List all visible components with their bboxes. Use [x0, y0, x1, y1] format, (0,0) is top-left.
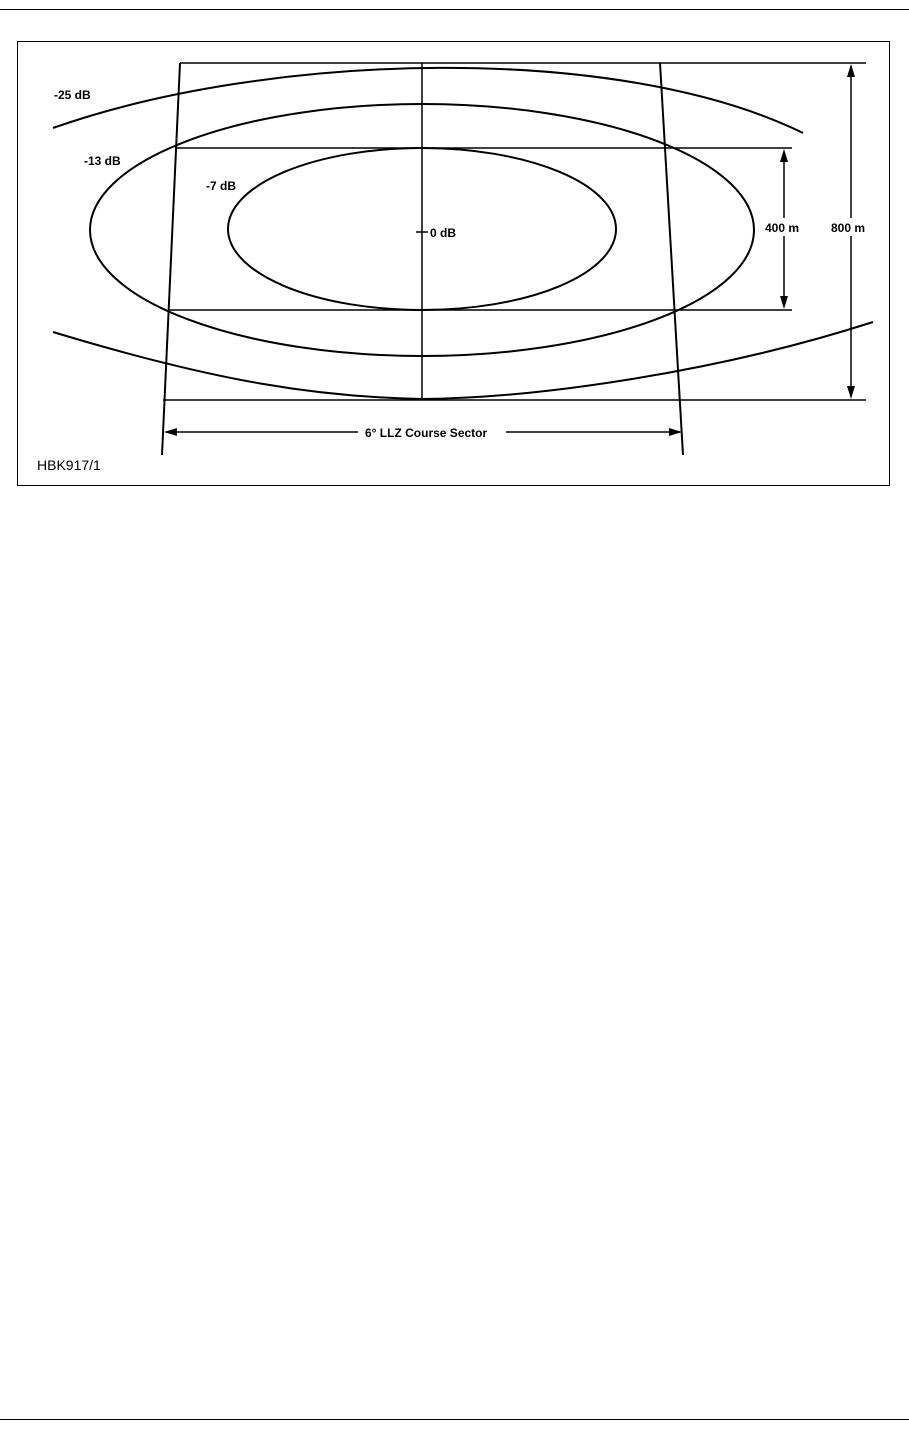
page-footer-rule [0, 1419, 909, 1420]
sector-right-boundary [660, 63, 683, 455]
label-800m: 800 m [831, 221, 866, 235]
label-minus-25db: -25 dB [54, 88, 91, 102]
label-minus-13db: -13 dB [84, 154, 121, 168]
label-400m: 400 m [765, 221, 800, 235]
figure-frame [17, 41, 890, 486]
page-header-rule [0, 9, 909, 10]
label-0db: 0 dB [430, 226, 457, 240]
label-minus-7db: -7 dB [206, 179, 236, 193]
sector-left-boundary [162, 63, 180, 455]
figure-id: HBK917/1 [37, 457, 101, 473]
contour-minus-25db [53, 68, 803, 133]
label-sector-width: 6° LLZ Course Sector [365, 426, 488, 440]
contour-minus-25db-bottom [53, 322, 873, 399]
arrowhead-inner-top [780, 149, 788, 162]
arrowhead-outer-top [847, 64, 855, 77]
arrowhead-inner-bottom [780, 296, 788, 309]
arrowhead-sector-right [669, 428, 682, 436]
arrowhead-sector-left [164, 428, 177, 436]
arrowhead-outer-bottom [847, 386, 855, 399]
field-strength-diagram [18, 42, 891, 487]
